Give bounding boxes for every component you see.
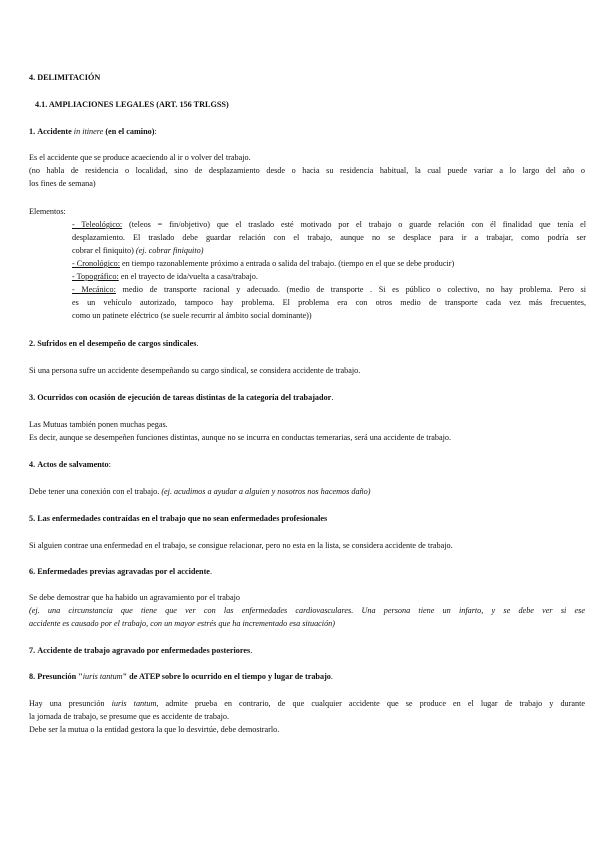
item-6-heading [29,566,585,579]
item-number: 5. [29,514,36,523]
list-item-text: cobrar el finiquito) [72,246,134,255]
example-text: (ej. una circunstancia que tiene que ver con las enfermedades cardiovasculares. Una persona tiene un infarto, y se debe ver si ese [29,606,585,615]
list-item-label: - Topográfico: [72,272,119,281]
list-item-mecanico [72,284,586,297]
paragraph: Se debe demostrar que ha habido un agravamiento por el trabajo [29,593,240,602]
item-title: Ocurridos con ocasión de ejecución de tareas distintas de la categoría del trabajador [37,393,332,402]
item-number: 8. [29,672,36,681]
item-number: 2. [29,339,36,348]
item-title-latin: in itinere [73,127,104,136]
list-item-text: medio de transporte racional y adecuado. (medio de transporte . Si es público o colectivo, no hay problema. Pero si [122,285,587,294]
item-8-heading [29,671,585,684]
paragraph: Las Mutuas también ponen muchas pegas. [29,420,168,429]
item-title: Las enfermedades contraídas en el trabajo que no sean enfermedades profesionales [37,514,328,523]
item-number: 4. [29,460,36,469]
item-5-heading [29,513,585,526]
paragraph: Debe ser la mutua o la entidad gestora la que lo desvirtúe, debe demostrarlo. [29,725,280,734]
item-number: 6. [29,567,36,576]
elements-label: Elementos: [29,207,66,216]
paragraph-text: , admite prueba en contrario, de que cualquier accidente que se produce en el lugar de trabajo y durante [156,699,586,708]
paragraph [29,698,585,711]
item-punct: . [331,393,334,402]
item-number: 1. [29,127,36,136]
subsection-heading: 4.1. AMPLIACIONES LEGALES (ART. 156 TRLGSS) [35,100,229,109]
list-item-label: - Teleológico: [72,220,123,229]
list-item-text: (teleos = fin/objetivo) que el traslado esté motivado por el trabajo o guarde relación con él finalidad que tenía el [129,220,587,229]
item-title: Presunción " [37,672,83,681]
paragraph-text: Hay una presunción [29,699,105,708]
item-punct: : [108,460,111,469]
item-number: 3. [29,393,36,402]
list-item-continuation [72,245,586,258]
paragraph: Es el accidente que se produce acaeciendo al ir o volver del trabajo. [29,153,251,162]
paragraph: la jornada de trabajo, se presume que es accidente de trabajo. [29,712,230,721]
item-title: Accidente de trabajo agravado por enfermedades posteriores [37,646,251,655]
paragraph: los fines de semana) [29,179,96,188]
item-1-heading [29,126,585,139]
item-title-suffix: " de ATEP sobre lo ocurrido en el tiempo y lugar de trabajo [122,672,331,681]
example-text: (ej. cobrar finiquito) [135,246,204,255]
item-title-latin: iuris tantum [82,672,123,681]
item-punct: . [250,646,253,655]
item-3-heading [29,392,585,405]
list-item-text: en tiempo razonablemente próximo a entrada o salida del trabajo. (tiempo en el que se debe producir) [122,259,455,268]
list-item-label: - Cronológico: [72,259,120,268]
section-heading: 4. DELIMITACIÓN [29,73,101,82]
item-title: Sufridos en el desempeño de cargos sindicales [37,339,197,348]
list-item-teleologico [72,219,586,232]
list-item-continuation: como un patinete eléctrico (se suele recurrir al ámbito social dominante)) [72,311,312,320]
item-title-suffix: (en el camino) [105,127,155,136]
item-title: Actos de salvamento [37,460,109,469]
item-number: 7. [29,646,36,655]
list-item-topografico [72,271,586,284]
paragraph: Es decir, aunque se desempeñen funciones distintas, aunque no se incurra en conductas temerarias, será una accidente de trabajo. [29,433,452,442]
item-title: Accidente [37,127,72,136]
item-2-heading [29,338,585,351]
paragraph: Si alguien contrae una enfermedad en el trabajo, se consigue relacionar, pero no esta en la lista, se considera accidente de trabajo. [29,541,453,550]
item-punct: . [209,567,212,576]
list-item-cronologico [72,258,586,271]
paragraph [29,486,585,499]
item-punct: : [154,127,157,136]
item-punct: . [330,672,333,681]
list-item-continuation: es un vehículo autorizado, tampoco hay problema. El problema era con otros medio de transporte cada vez más frecuentes, [72,298,586,307]
paragraph: (no habla de residencia o localidad, sino de desplazamiento desde o hacia su residencia habitual, la cual puede variar a lo largo del año o [29,166,585,175]
example-text: (ej. acudimos a ayudar a alguien y nosotros nos hacemos daño) [161,487,371,496]
list-item-label: - Mecánico: [72,285,116,294]
list-item-text: en el trayecto de ida/vuelta a casa/trabajo. [120,272,258,281]
item-title: Enfermedades previas agravadas por el accidente [37,567,210,576]
item-7-heading [29,645,585,658]
list-item-continuation: desplazamiento. El traslado debe guardar relación con el trabajo, aunque no se desplace para ir a trabajar, como podría ser [72,233,586,242]
example-text: accidente es causado por el trabajo, con un mayor estrés que ha incrementado esa situación) [29,619,335,628]
item-4-heading [29,459,585,472]
item-punct: . [196,339,199,348]
latin-term: iuris tantum [111,699,157,708]
paragraph: Si una persona sufre un accidente desempeñando su cargo sindical, se considera accidente de trabajo. [29,366,361,375]
paragraph-text: Debe tener una conexión con el trabajo. [29,487,160,496]
